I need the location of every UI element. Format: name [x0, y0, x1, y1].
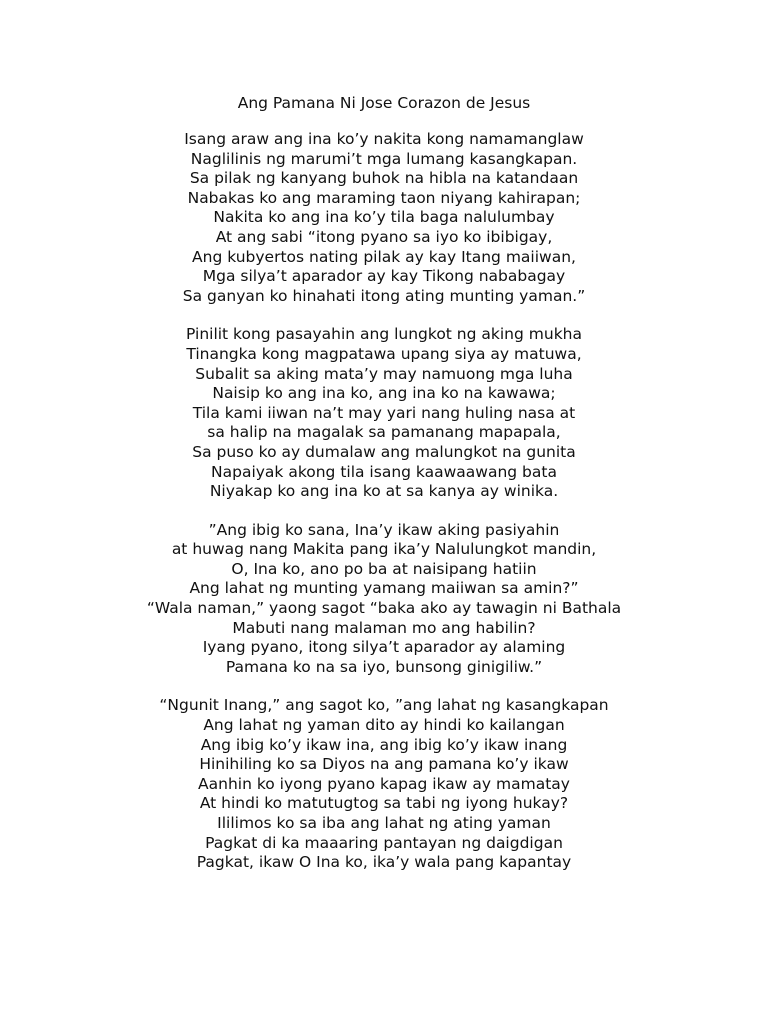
stanza-2 [0, 325, 768, 501]
poem-line: Pagkat di ka maaaring pantayan ng daigdigan [205, 833, 563, 852]
poem-line: At hindi ko matutugtog sa tabi ng iyong hukay? [199, 794, 569, 813]
poem-line: Pamana ko na sa iyo, bunsong ginigiliw.” [225, 657, 543, 676]
poem-line: Ang ibig ko’y ikaw ina, ang ibig ko’y ikaw inang [200, 735, 568, 754]
poem-line: Pinilit kong pasayahin ang lungkot ng aking mukha [186, 325, 582, 344]
poem-line: sa halip na magalak sa pamanang mapapala, [207, 423, 561, 442]
poem-line: Naisip ko ang ina ko, ang ina ko na kawawa; [212, 384, 556, 403]
stanza-1 [0, 130, 768, 306]
poem-line: Tinangka kong magpatawa upang siya ay matuwa, [186, 344, 582, 363]
poem-line: Naglilinis ng marumi’t mga lumang kasangkapan. [190, 149, 578, 168]
poem-line: Sa pilak ng kanyang buhok na hibla na katandaan [189, 169, 579, 188]
poem-body [0, 130, 768, 892]
poem-line: “Ngunit Inang,” ang sagot ko, ”ang lahat ng kasangkapan [159, 696, 609, 715]
poem-line: Tila kami iiwan na’t may yari nang huling nasa at [192, 403, 576, 422]
poem-line: Sa puso ko ay dumalaw ang malungkot na gunita [192, 442, 576, 461]
poem-line: At ang sabi “itong pyano sa iyo ko ibibigay, [215, 227, 553, 246]
stanza-4 [0, 696, 768, 872]
poem-line: Aanhin ko iyong pyano kapag ikaw ay mamatay [198, 774, 570, 793]
poem-line: Isang araw ang ina ko’y nakita kong namamanglaw [184, 130, 584, 148]
poem-line: Sa ganyan ko hinahati itong ating munting yaman.” [182, 286, 586, 305]
poem-line: Ang kubyertos nating pilak ay kay Itang maiiwan, [192, 247, 576, 266]
poem-line: Hinihiling ko sa Diyos na ang pamana ko’y ikaw [199, 755, 569, 774]
stanza-3 [0, 521, 768, 678]
poem-line: ”Ang ibig ko sana, Ina’y ikaw aking pasiyahin [208, 520, 560, 539]
poem-title: Ang Pamana Ni Jose Corazon de Jesus [237, 94, 531, 112]
poem-line: Nakita ko ang ina ko’y tila baga nalulumbay [213, 208, 555, 227]
poem-line: Ang lahat ng munting yamang maiiwan sa amin?” [189, 579, 579, 598]
poem-line: “Wala naman,” yaong sagot “baka ako ay tawagin ni Bathala [146, 599, 622, 618]
poem-line: Napaiyak akong tila isang kaawaawang bata [211, 462, 557, 481]
poem-line: Iyang pyano, itong silya’t aparador ay alaming [202, 638, 566, 657]
poem-line: Subalit sa aking mata’y may namuong mga luha [195, 364, 573, 383]
poem-line: Mga silya’t aparador ay kay Tikong nababagay [202, 267, 566, 286]
poem-line: Nabakas ko ang maraming taon niyang kahirapan; [187, 188, 581, 207]
poem-line: Ang lahat ng yaman dito ay hindi ko kailangan [203, 716, 565, 735]
poem-line: at huwag nang Makita pang ika’y Nalulungkot mandin, [171, 540, 597, 559]
poem-line: Mabuti nang malaman mo ang habilin? [232, 618, 536, 637]
poem-line: O, Ina ko, ano po ba at naisipang hatiin [231, 559, 537, 578]
poem-line: Pagkat, ikaw O Ina ko, ika’y wala pang kapantay [196, 853, 572, 872]
poem-line: Ililimos ko sa iba ang lahat ng ating yaman [217, 814, 551, 832]
poem-line: Niyakap ko ang ina ko at sa kanya ay winika. [209, 482, 559, 501]
